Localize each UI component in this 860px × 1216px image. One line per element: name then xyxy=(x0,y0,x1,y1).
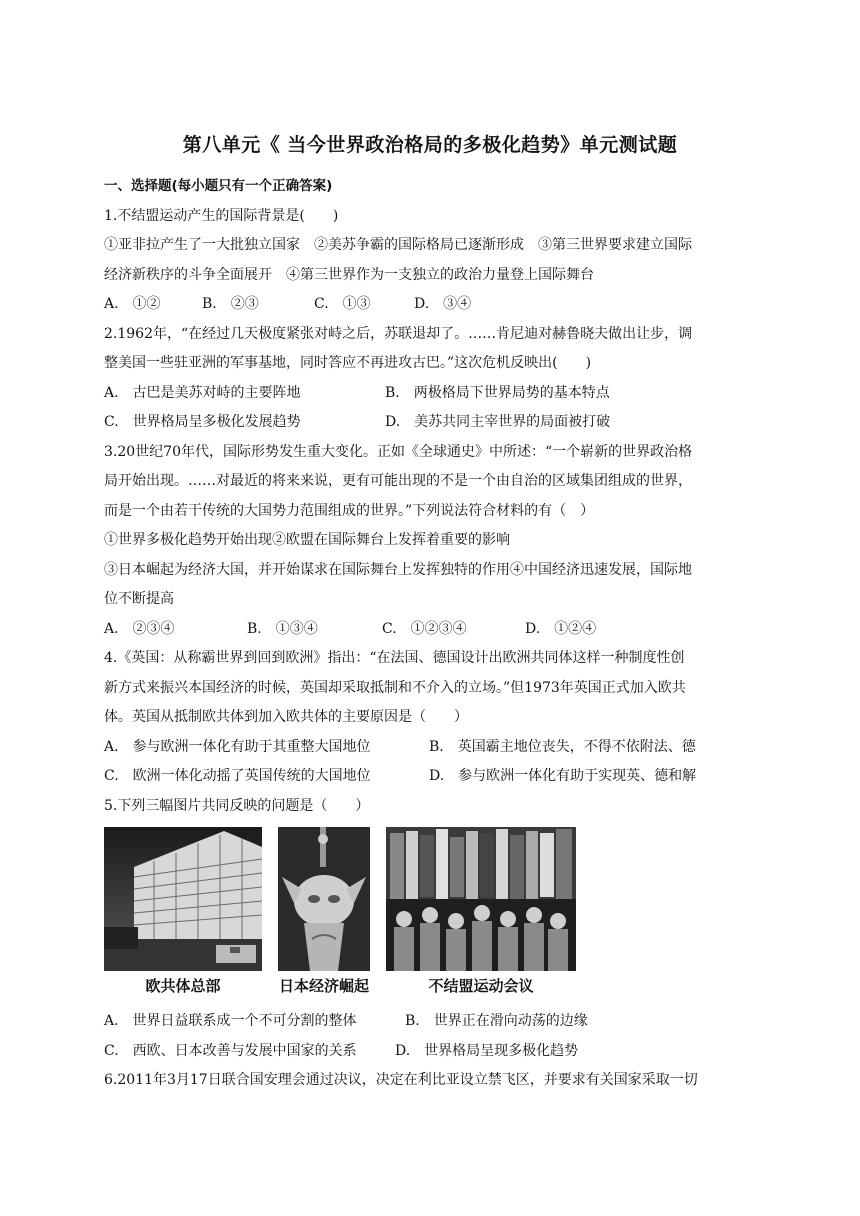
q1-option-b[interactable]: B. ②③ xyxy=(202,296,259,312)
q3-option-b[interactable]: B. ①③④ xyxy=(247,620,318,637)
q5-figures xyxy=(104,827,770,1003)
q3-option-d[interactable]: D. ①②④ xyxy=(525,620,597,637)
q2-options-row xyxy=(104,408,770,438)
q1-text-line: 经济新秩序的斗争全面展开 ④第三世界作为一支独立的政治力量登上国际舞台 xyxy=(104,266,594,283)
q4-option-a[interactable]: A. 参与欧洲一体化有助于其重整大国地位 xyxy=(104,738,371,755)
q3-text-line: ①世界多极化趋势开始出现②欧盟在国际舞台上发挥着重要的影响 xyxy=(104,532,510,548)
document-body xyxy=(104,172,770,1096)
q1-option-a[interactable]: A. ①② xyxy=(104,296,161,312)
q2-option-d[interactable]: D. 美苏共同主宰世界的局面被打破 xyxy=(385,414,611,430)
q5-stem: 5.下列三幅图片共同反映的问题是（ ） xyxy=(104,797,370,814)
q4-options-row xyxy=(104,733,770,763)
q4-options-row xyxy=(104,762,770,792)
section-heading: 一、选择题(每小题只有一个正确答案) xyxy=(104,178,333,194)
q1-text-line: ①亚非拉产生了一大批独立国家 ②美苏争霸的国际格局已逐渐形成 ③第三世界要求建立国际 xyxy=(104,237,692,253)
q1-stem: 1.不结盟运动产生的国际背景是( ) xyxy=(104,207,339,224)
q5-option-c[interactable]: C. 西欧、日本改善与发展中国家的关系 xyxy=(104,1042,357,1059)
q5-option-d[interactable]: D. 世界格局呈现多极化趋势 xyxy=(395,1042,579,1059)
q5-options-row xyxy=(104,1037,770,1067)
q3-text-line: 位不断提高 xyxy=(104,591,174,607)
q2-option-a[interactable]: A. 古巴是美苏对峙的主要阵地 xyxy=(104,384,301,401)
figure-caption: 日本经济崛起 xyxy=(278,977,369,995)
q4-text-line: 新方式来振兴本国经济的时候，英国却采取抵制和不介入的立场。”但1973年英国正式加入欧共 xyxy=(104,679,686,696)
figure-caption: 不结盟运动会议 xyxy=(428,977,534,995)
figure-japan-economy xyxy=(274,827,374,1003)
q4-option-d[interactable]: D. 参与欧洲一体化有助于实现英、德和解 xyxy=(429,768,697,784)
q1-options xyxy=(104,290,770,320)
q2-options-row xyxy=(104,379,770,409)
q3-text-line: 而是一个由若干传统的大国势力范围组成的世界。”下列说法符合材料的有（ ） xyxy=(104,502,595,519)
q6-text-line: 6.2011年3月17日联合国安理会通过决议，决定在利比亚设立禁飞区，并要求有关国家采取一切 xyxy=(104,1072,698,1088)
q2-option-c[interactable]: C. 世界格局呈多极化发展趋势 xyxy=(104,414,301,430)
q3-option-c[interactable]: C. ①②③④ xyxy=(382,620,467,637)
q1-option-c[interactable]: C. ①③ xyxy=(314,296,371,312)
q3-text-line: 局开始出现。……对最近的将来来说，更有可能出现的不是一个由自治的区域集团组成的世界， xyxy=(104,473,692,489)
q5-options-row xyxy=(104,1007,770,1037)
q4-option-c[interactable]: C. 欧洲一体化动摇了英国传统的大国地位 xyxy=(104,768,371,784)
ec-headquarters-photo xyxy=(104,827,262,971)
q1-option-d[interactable]: D. ③④ xyxy=(414,296,472,312)
q3-text-line: ③日本崛起为经济大国，并开始谋求在国际舞台上发挥独特的作用④中国经济迅速发展，国际地 xyxy=(104,561,692,578)
q2-option-b[interactable]: B. 两极格局下世界局势的基本特点 xyxy=(385,384,610,401)
page-title: 第八单元《 当今世界政治格局的多极化趋势》单元测试题 xyxy=(182,134,678,156)
q2-text-line: 整美国一些驻亚洲的军事基地，同时答应不再进攻古巴。”这次危机反映出( ) xyxy=(104,355,592,371)
q4-text-line: 4.《英国：从称霸世界到回到欧洲》指出：“在法国、德国设计出欧洲共同体这样一种制度性创 xyxy=(104,650,685,666)
q4-text-line: 体。英国从抵制欧共体到加入欧共体的主要原因是（ ） xyxy=(104,709,468,725)
q4-option-b[interactable]: B. 英国霸主地位丧失，不得不依附法、德 xyxy=(429,738,696,755)
q3-text-line: 3.20世纪70年代，国际形势发生重大变化。正如《全球通史》中所述：“一个崭新的世界政治格 xyxy=(104,443,693,460)
q3-option-a[interactable]: A. ②③④ xyxy=(104,620,175,637)
q2-text-line: 2.1962年，“在经过几天极度紧张对峙之后，苏联退却了。……肯尼迪对赫鲁晓夫做出让步，调 xyxy=(104,325,693,342)
figure-nonaligned-conference xyxy=(386,827,576,1003)
japan-economy-photo xyxy=(278,827,370,971)
figure-ec-headquarters xyxy=(104,827,262,1003)
q3-options xyxy=(104,615,770,645)
nonaligned-conference-photo xyxy=(386,827,576,971)
q5-option-a[interactable]: A. 世界日益联系成一个不可分割的整体 xyxy=(104,1013,357,1029)
figure-caption: 欧共体总部 xyxy=(145,977,221,995)
q5-option-b[interactable]: B. 世界正在滑向动荡的边缘 xyxy=(405,1013,588,1029)
